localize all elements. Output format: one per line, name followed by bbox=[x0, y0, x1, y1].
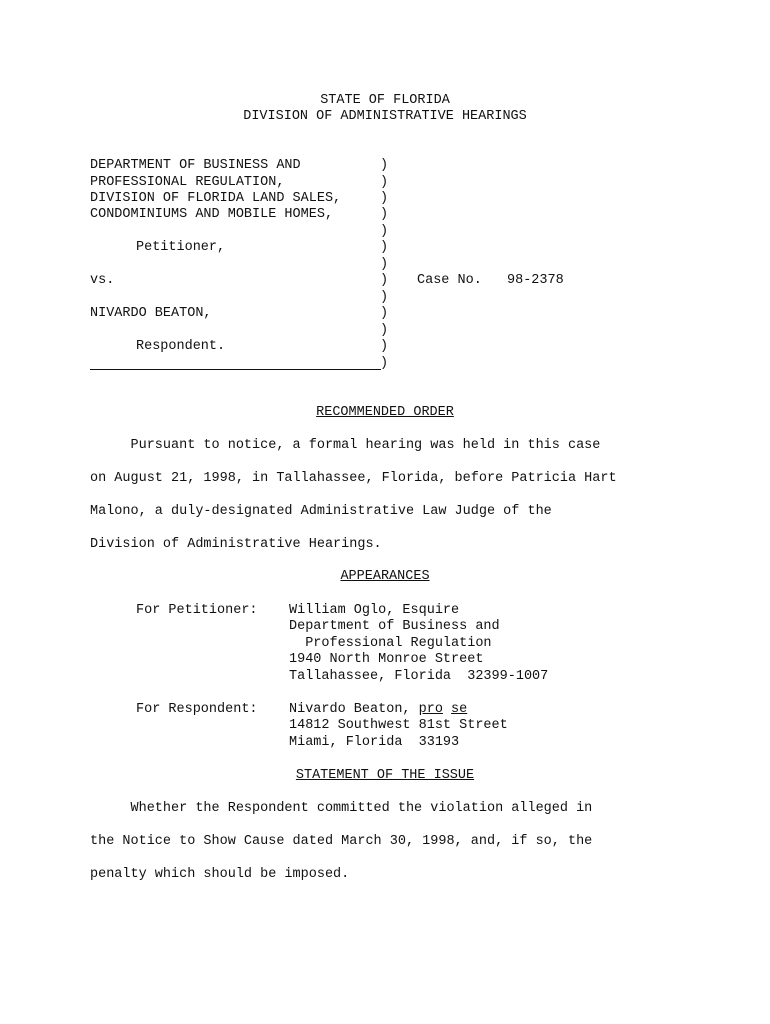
intro-line: Division of Administrative Hearings. bbox=[90, 537, 382, 552]
caption-respondent-name: NIVARDO BEATON, bbox=[90, 306, 212, 321]
issue-heading: STATEMENT OF THE ISSUE bbox=[295, 768, 475, 783]
caption-paren: ) bbox=[380, 323, 389, 338]
petitioner-counsel-line: 1940 North Monroe Street bbox=[289, 652, 484, 667]
caption-paren: ) bbox=[380, 240, 389, 255]
caption-paren: ) bbox=[380, 273, 389, 288]
issue-line: penalty which should be imposed. bbox=[90, 867, 350, 882]
header-state: STATE OF FLORIDA bbox=[320, 93, 450, 108]
petitioner-counsel-line: Tallahassee, Florida 32399-1007 bbox=[289, 669, 549, 684]
respondent-counsel-line: Nivardo Beaton, pro se bbox=[289, 702, 468, 717]
caption-underline bbox=[90, 369, 381, 370]
caption-petitioner-role: Petitioner, bbox=[136, 240, 226, 255]
caption-vs: vs. bbox=[90, 273, 115, 288]
case-number-label: Case No. bbox=[417, 273, 482, 288]
caption-paren: ) bbox=[380, 257, 389, 272]
caption-respondent-role: Respondent. bbox=[136, 339, 226, 354]
petitioner-counsel-line: William Oglo, Esquire bbox=[289, 603, 460, 618]
appearances-heading: APPEARANCES bbox=[340, 569, 430, 584]
respondent-address-line: Miami, Florida 33193 bbox=[289, 735, 460, 750]
caption-paren: ) bbox=[380, 175, 389, 190]
caption-paren: ) bbox=[380, 224, 389, 239]
petitioner-counsel-line: Department of Business and bbox=[289, 619, 500, 634]
caption-petitioner-line: PROFESSIONAL REGULATION, bbox=[90, 175, 285, 190]
caption-petitioner-line: CONDOMINIUMS AND MOBILE HOMES, bbox=[90, 207, 334, 222]
caption-paren: ) bbox=[380, 191, 389, 206]
case-number-value: 98-2378 bbox=[507, 273, 564, 288]
caption-paren: ) bbox=[380, 306, 389, 321]
caption-paren: ) bbox=[380, 290, 389, 305]
header-division: DIVISION OF ADMINISTRATIVE HEARINGS bbox=[243, 109, 527, 124]
caption-paren: ) bbox=[380, 356, 389, 371]
caption-paren: ) bbox=[380, 158, 389, 173]
intro-line: Malono, a duly-designated Administrative Law Judge of the bbox=[90, 504, 552, 519]
intro-line: Pursuant to notice, a formal hearing was held in this case bbox=[90, 438, 601, 453]
caption-paren: ) bbox=[380, 207, 389, 222]
respondent-label: For Respondent: bbox=[136, 702, 258, 717]
caption-paren: ) bbox=[380, 339, 389, 354]
petitioner-counsel-line: Professional Regulation bbox=[289, 636, 492, 651]
issue-line: the Notice to Show Cause dated March 30, 1998, and, if so, the bbox=[90, 834, 593, 849]
caption-petitioner-line: DIVISION OF FLORIDA LAND SALES, bbox=[90, 191, 342, 206]
order-title: RECOMMENDED ORDER bbox=[316, 405, 454, 420]
issue-line: Whether the Respondent committed the violation alleged in bbox=[90, 801, 593, 816]
petitioner-label: For Petitioner: bbox=[136, 603, 258, 618]
respondent-address-line: 14812 Southwest 81st Street bbox=[289, 718, 508, 733]
intro-line: on August 21, 1998, in Tallahassee, Florida, before Patricia Hart bbox=[90, 471, 617, 486]
caption-petitioner-line: DEPARTMENT OF BUSINESS AND bbox=[90, 158, 301, 173]
